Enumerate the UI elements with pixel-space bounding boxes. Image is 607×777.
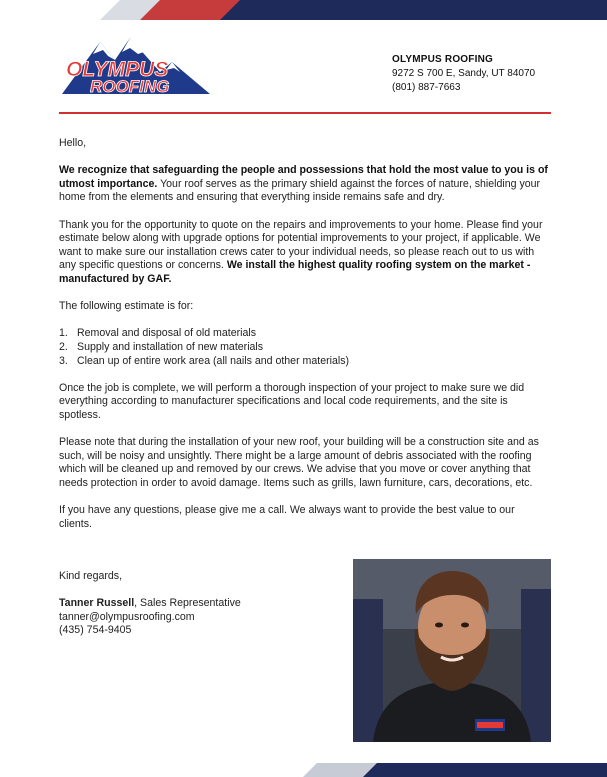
signer-line [59,597,241,611]
estimate-list [59,327,549,368]
company-logo [60,32,220,100]
company-phone: (801) 887-7663 [392,82,461,93]
paragraph-4: Please note that during the installation of your new roof, your building will be a construction site and as such, will be noisy and unsightly. There might be a large amount of debris associated with the roofing which will be cleaned up and removed by our crews. We advise that you move or cover anything that needs protection in order to avoid damage. Items such as grills, lawn furniture, cars, decorations, etc. [59,436,539,489]
list-item: 2. Supply and installation of new materials [59,340,264,353]
sales-rep-photo [353,559,551,742]
closing: Kind regards, [59,570,123,582]
paragraph-1: We recognize that safeguarding the people and possessions that hold the most value to you is of utmost importance. Your roof serves as the primary shield against the forces of nature, shielding your home from the elements and ensuring that everything inside remains safe and dry. [59,164,548,204]
signer-email[interactable]: tanner@olympusroofing.com [59,610,195,623]
company-name: OLYMPUS ROOFING [392,54,493,65]
paragraph-3: Once the job is complete, we will perform a thorough inspection of your project to make sure we did everything according to manufacturer specifications and local code requirements, and the site is spotless. [59,381,525,421]
svg-text:OLYMPUS: OLYMPUS [66,58,169,81]
signer-phone: (435) 754-9405 [59,624,132,637]
company-address: 9272 S 700 E, Sandy, UT 84070 [392,68,536,79]
paragraph-5: If you have any questions, please give me a call. We always want to provide the best value to our clients. [59,504,515,530]
bottom-decorative-stripes [0,763,607,777]
estimate-intro: The following estimate is for: [59,300,194,313]
letter-body [59,137,549,545]
svg-text:ROOFING: ROOFING [90,77,170,96]
company-info [392,53,535,95]
signature-block [59,570,241,638]
list-item: 1. Removal and disposal of old materials [59,327,257,340]
greeting: Hello, [59,137,87,149]
signer-name: Tanner Russell [59,597,135,610]
header-divider [59,112,551,114]
top-decorative-stripes [0,0,607,20]
signer-title: , Sales Representative [134,597,241,610]
list-item: 3. Clean up of entire work area (all nails and other materials) [59,354,350,367]
paragraph-2: Thank you for the opportunity to quote on the repairs and improvements to your home. Please find your estimate below along with upgrade options for potential improvements to your project, if applicable. We want to make sure our installation crews cater to your individual needs, so please reach out to us with any specific questions or concerns. We install the highest quality roofing system on the market - manufactured by GAF. [59,218,543,285]
